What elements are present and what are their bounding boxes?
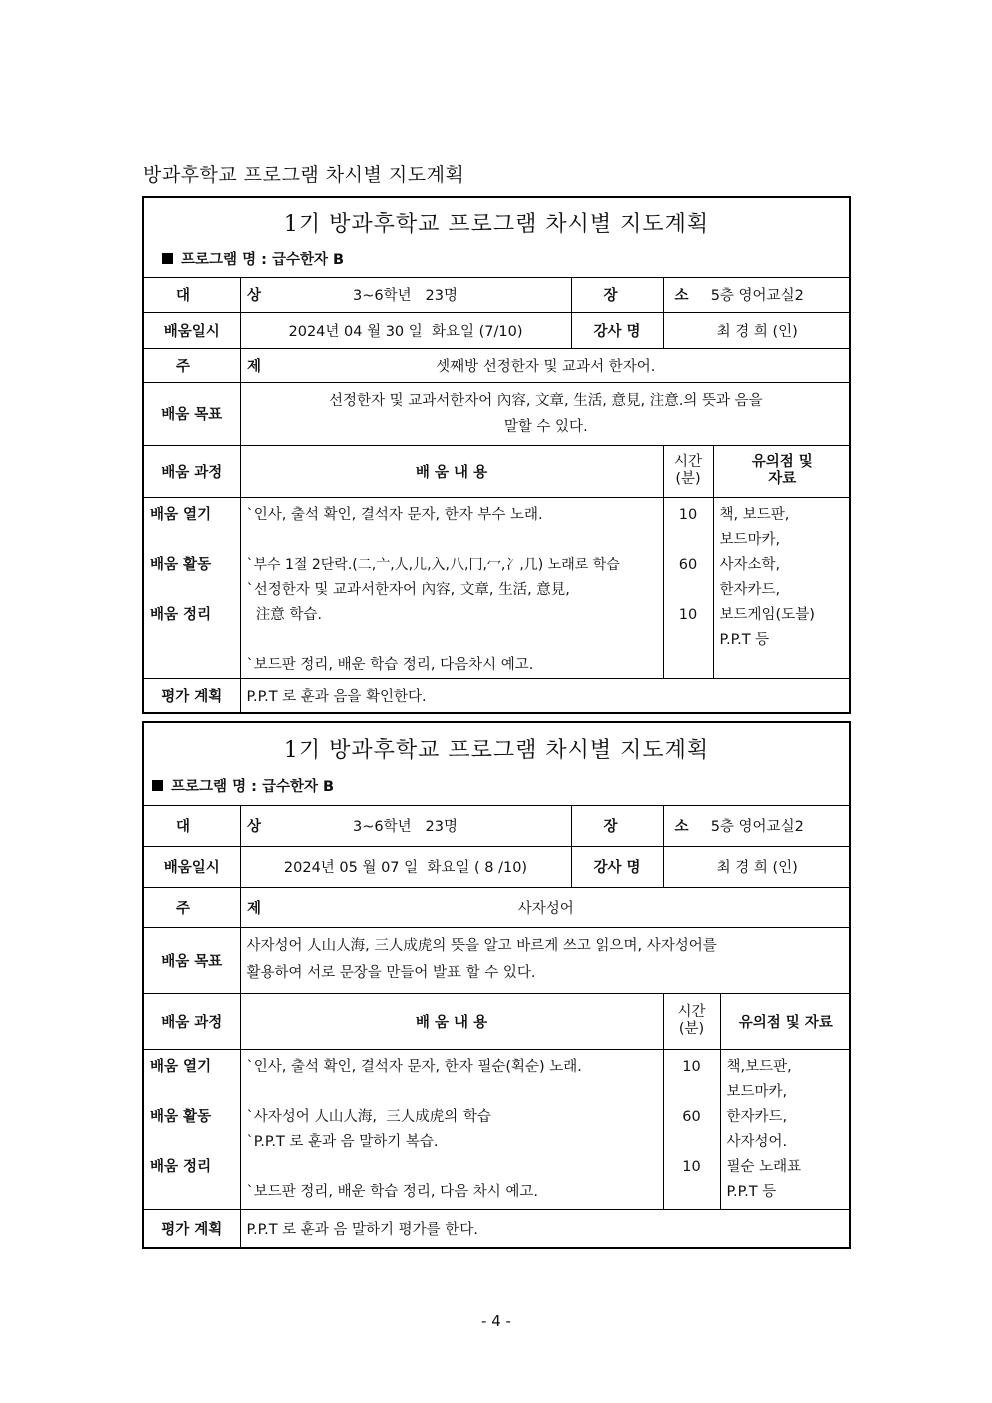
- process-steps: [144, 497, 240, 678]
- notes-line: 보드마카,: [719, 531, 781, 548]
- notes-header: 유의점 및 자료: [720, 993, 851, 1049]
- place-label: 장 소: [571, 278, 663, 312]
- plan-header: [144, 198, 849, 278]
- content-line: `부수 1절 2단락.(二,亠,人,儿,入,八,冂,冖,冫,几) 노래로 학습: [246, 556, 620, 573]
- content-line: `선정한자 및 교과서한자어 內容, 文章, 生活, 意見,: [246, 581, 570, 598]
- topic-value: 사자성어: [240, 887, 851, 927]
- step-open: 배움 열기: [150, 506, 212, 523]
- notes-header: 유의점 및 자료: [713, 445, 851, 497]
- step-activity: 배움 활동: [150, 1108, 212, 1125]
- step-close: 배움 정리: [150, 606, 212, 623]
- eval-value: P.P.T 로 훈과 음을 확인한다.: [240, 678, 851, 712]
- plan-title: 1기 방과후학교 프로그램 차시별 지도계획: [283, 738, 710, 763]
- program-name: 프로그램 명 : 급수한자 B: [152, 775, 334, 796]
- teacher-value: 최 경 희 (인): [663, 312, 851, 348]
- place-label: 장 소: [571, 806, 663, 846]
- date-label: 배움일시: [144, 846, 240, 887]
- document-title: 방과후학교 프로그램 차시별 지도계획: [143, 164, 465, 186]
- square-bullet-icon: [162, 253, 173, 264]
- plan-header: [144, 723, 849, 806]
- date-label: 배움일시: [144, 312, 240, 348]
- notes-line: 사자성어.: [726, 1133, 788, 1150]
- time-value: 60: [682, 1108, 701, 1125]
- goal-value: 선정한자 및 교과서한자어 內容, 文章, 生活, 意見, 注意.의 뜻과 음을 말할 수 있다.: [240, 382, 851, 445]
- topic-label: 주 제: [144, 887, 240, 927]
- notes-line: 책, 보드판,: [719, 506, 790, 523]
- content-line: `사자성어 人山人海, 三人成虎의 학습: [246, 1108, 491, 1125]
- notes-line: 필순 노래표: [726, 1158, 802, 1175]
- target-value: 3~6학년 23명: [240, 278, 571, 312]
- process-header: 배움 과정: [144, 445, 240, 497]
- target-label: 대 상: [144, 278, 240, 312]
- topic-value: 셋째방 선정한자 및 교과서 한자어.: [240, 348, 851, 382]
- time-value: 10: [682, 1058, 701, 1075]
- time-header: 시간 (분): [663, 993, 720, 1049]
- time-header: 시간 (분): [663, 445, 713, 497]
- notes-line: 한자카드,: [719, 581, 781, 598]
- step-close: 배움 정리: [150, 1158, 212, 1175]
- eval-value: P.P.T 로 훈과 음 말하기 평가를 한다.: [240, 1209, 851, 1247]
- date-value: 2024년 05 월 07 일 화요일 ( 8 /10): [240, 846, 571, 887]
- time-value: 60: [678, 556, 698, 573]
- content-line: `인사, 출석 확인, 결석자 문자, 한자 부수 노래.: [246, 506, 543, 523]
- content-line: `보드판 정리, 배운 학습 정리, 다음차시 예고.: [246, 656, 534, 673]
- notes-line: 책,보드판,: [726, 1058, 792, 1075]
- place-value: 5층 영어교실2: [663, 806, 851, 846]
- notes-line: 보드게임(도블): [719, 606, 815, 623]
- eval-label: 평가 계획: [144, 1209, 240, 1247]
- notes-line: P.P.T 등: [726, 1183, 777, 1200]
- time-cell: [663, 497, 713, 678]
- teacher-label: 강사 명: [571, 846, 663, 887]
- content-cell: [240, 497, 663, 678]
- plan-title: 1기 방과후학교 프로그램 차시별 지도계획: [283, 212, 710, 237]
- content-line: 注意 학습.: [246, 606, 322, 623]
- content-cell: [240, 1049, 663, 1209]
- notes-line: 한자카드,: [726, 1108, 788, 1125]
- goal-label: 배움 목표: [144, 382, 240, 445]
- square-bullet-icon: [152, 780, 163, 791]
- notes-line: 사자소학,: [719, 556, 781, 573]
- step-open: 배움 열기: [150, 1058, 212, 1075]
- process-steps: [144, 1049, 240, 1209]
- teacher-label: 강사 명: [571, 312, 663, 348]
- time-value: 10: [678, 506, 698, 523]
- content-line: `보드판 정리, 배운 학습 정리, 다음 차시 예고.: [246, 1183, 538, 1200]
- notes-cell: [713, 497, 851, 678]
- lesson-plan-2: [142, 721, 851, 1249]
- program-name: 프로그램 명 : 급수한자 B: [162, 248, 344, 269]
- date-value: 2024년 04 월 30 일 화요일 (7/10): [240, 312, 571, 348]
- target-label: 대 상: [144, 806, 240, 846]
- content-line: `인사, 출석 확인, 결석자 문자, 한자 필순(획순) 노래.: [246, 1058, 582, 1075]
- step-activity: 배움 활동: [150, 556, 212, 573]
- topic-label: 주 제: [144, 348, 240, 382]
- goal-value: 사자성어 人山人海, 三人成虎의 뜻을 알고 바르게 쓰고 읽으며, 사자성어를 활용하여 서로 문장을 만들어 발표 할 수 있다.: [240, 927, 851, 993]
- time-value: 10: [682, 1158, 701, 1175]
- content-header: 배 움 내 용: [240, 445, 663, 497]
- content-header: 배 움 내 용: [240, 993, 663, 1049]
- content-line: `P.P.T 로 훈과 음 말하기 복습.: [246, 1133, 439, 1150]
- target-value: 3~6학년 23명: [240, 806, 571, 846]
- teacher-value: 최 경 희 (인): [663, 846, 851, 887]
- page-number: - 4 -: [481, 1312, 511, 1330]
- notes-line: P.P.T 등: [719, 631, 770, 648]
- plan-table: [144, 278, 851, 712]
- time-value: 10: [678, 606, 698, 623]
- time-cell: [663, 1049, 720, 1209]
- notes-line: 보드마카,: [726, 1083, 788, 1100]
- lesson-plan-1: [142, 196, 851, 714]
- goal-label: 배움 목표: [144, 927, 240, 993]
- place-value: 5층 영어교실2: [663, 278, 851, 312]
- notes-cell: [720, 1049, 851, 1209]
- plan-table: [144, 806, 851, 1247]
- eval-label: 평가 계획: [144, 678, 240, 712]
- process-header: 배움 과정: [144, 993, 240, 1049]
